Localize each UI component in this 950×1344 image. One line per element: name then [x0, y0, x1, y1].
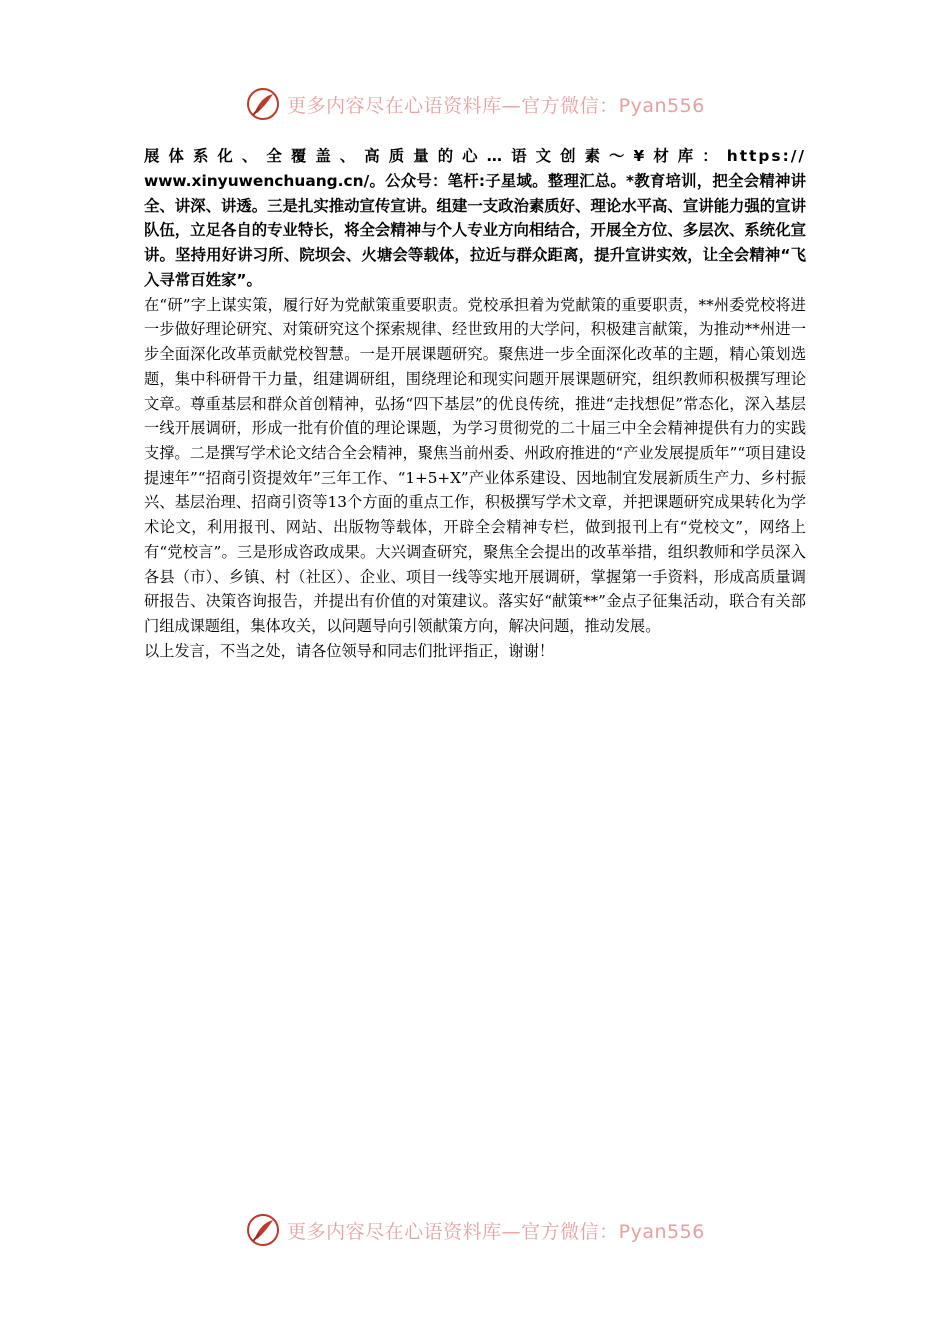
header-watermark [0, 86, 950, 122]
watermark-text: 更多内容尽在心语资料库—官方微信：Pyan556 [287, 94, 705, 117]
research-paragraph: 在“研”字上谋实策，履行好为党献策重要职责。党校承担着为党献策的重要职责，**州委党校将进一步做好理论研究、对策研究这个探索规律、经世致用的大学问，积极建言献策，为推动**州进一步全面深化改革贡献党校智慧。一是开展课题研究。聚焦进一步全面深化改革的主题，精心策划选题，集中科研骨干力量，组建调研组，围绕理论和现实问题开展课题研究，组织教师积极撰写理论文章。尊重基层和群众首创精神，弘扬“四下基层”的优良传统，推进“走找想促”常态化，深入基层一线开展调研，形成一批有价值的理论课题，为学习贯彻党的二十届三中全会精神提供有力的实践支撑。二是撰写学术论文结合全会精神，聚焦当前州委、州政府推进的“产业发展提质年”“项目建设提速年”“招商引资提效年”三年工作、“1+5+X”产业体系建设、因地制宜发展新质生产力、乡村振兴、基层治理、招商引资等13个方面的重点工作，积极撰写学术文章，并把课题研究成果转化为学术论文，利用报刊、网站、出版物等载体，开辟全会精神专栏，做到报刊上有“党校文”，网络上有“党校言”。三是形成咨政成果。大兴调查研究，聚焦全会提出的改革举措，组织教师和学员深入各县（市）、乡镇、村（社区）、企业、项目一线等实地开展调研，掌握第一手资料，形成高质量调研报告、决策咨询报告，并提出有价值的对策建议。落实好“献策**”金点子征集活动，联合有关部门组成课题组，集体攻关，以问题导向引领献策方向，解决问题，推动发展。 [144, 295, 806, 635]
document-body [144, 144, 806, 663]
intro-rest-text: www.xinyuwenchuang.cn/。公众号：笔杆:子星域。整理汇总。*教育培训，把全会精神讲全、讲深、讲透。三是扎实推动宣传宣讲。组建一支政治素质好、理论水平高、宣讲能力强的宣讲队伍，立足各自的专业特长，将全会精神与个人专业方向相结合，开展全方位、多层次、系统化宣讲。坚持用好讲习所、院坝会、火塘会等载体，拉近与群众距离，提升宣讲实效，让全会精神“飞入寻常百姓家”。 [144, 171, 806, 289]
intro-first-line: 展体系化、全覆盖、高质量的心…语文创素～¥材库：https:// [144, 147, 806, 165]
pen-leaf-logo-icon [245, 86, 281, 122]
closing-remark: 以上发言，不当之处，请各位领导和同志们批评指正，谢谢！ [144, 641, 555, 660]
intro-paragraph [144, 144, 806, 293]
footer-watermark [0, 1212, 950, 1248]
watermark-text: 更多内容尽在心语资料库—官方微信：Pyan556 [287, 1220, 705, 1243]
pen-leaf-logo-icon [245, 1212, 281, 1248]
